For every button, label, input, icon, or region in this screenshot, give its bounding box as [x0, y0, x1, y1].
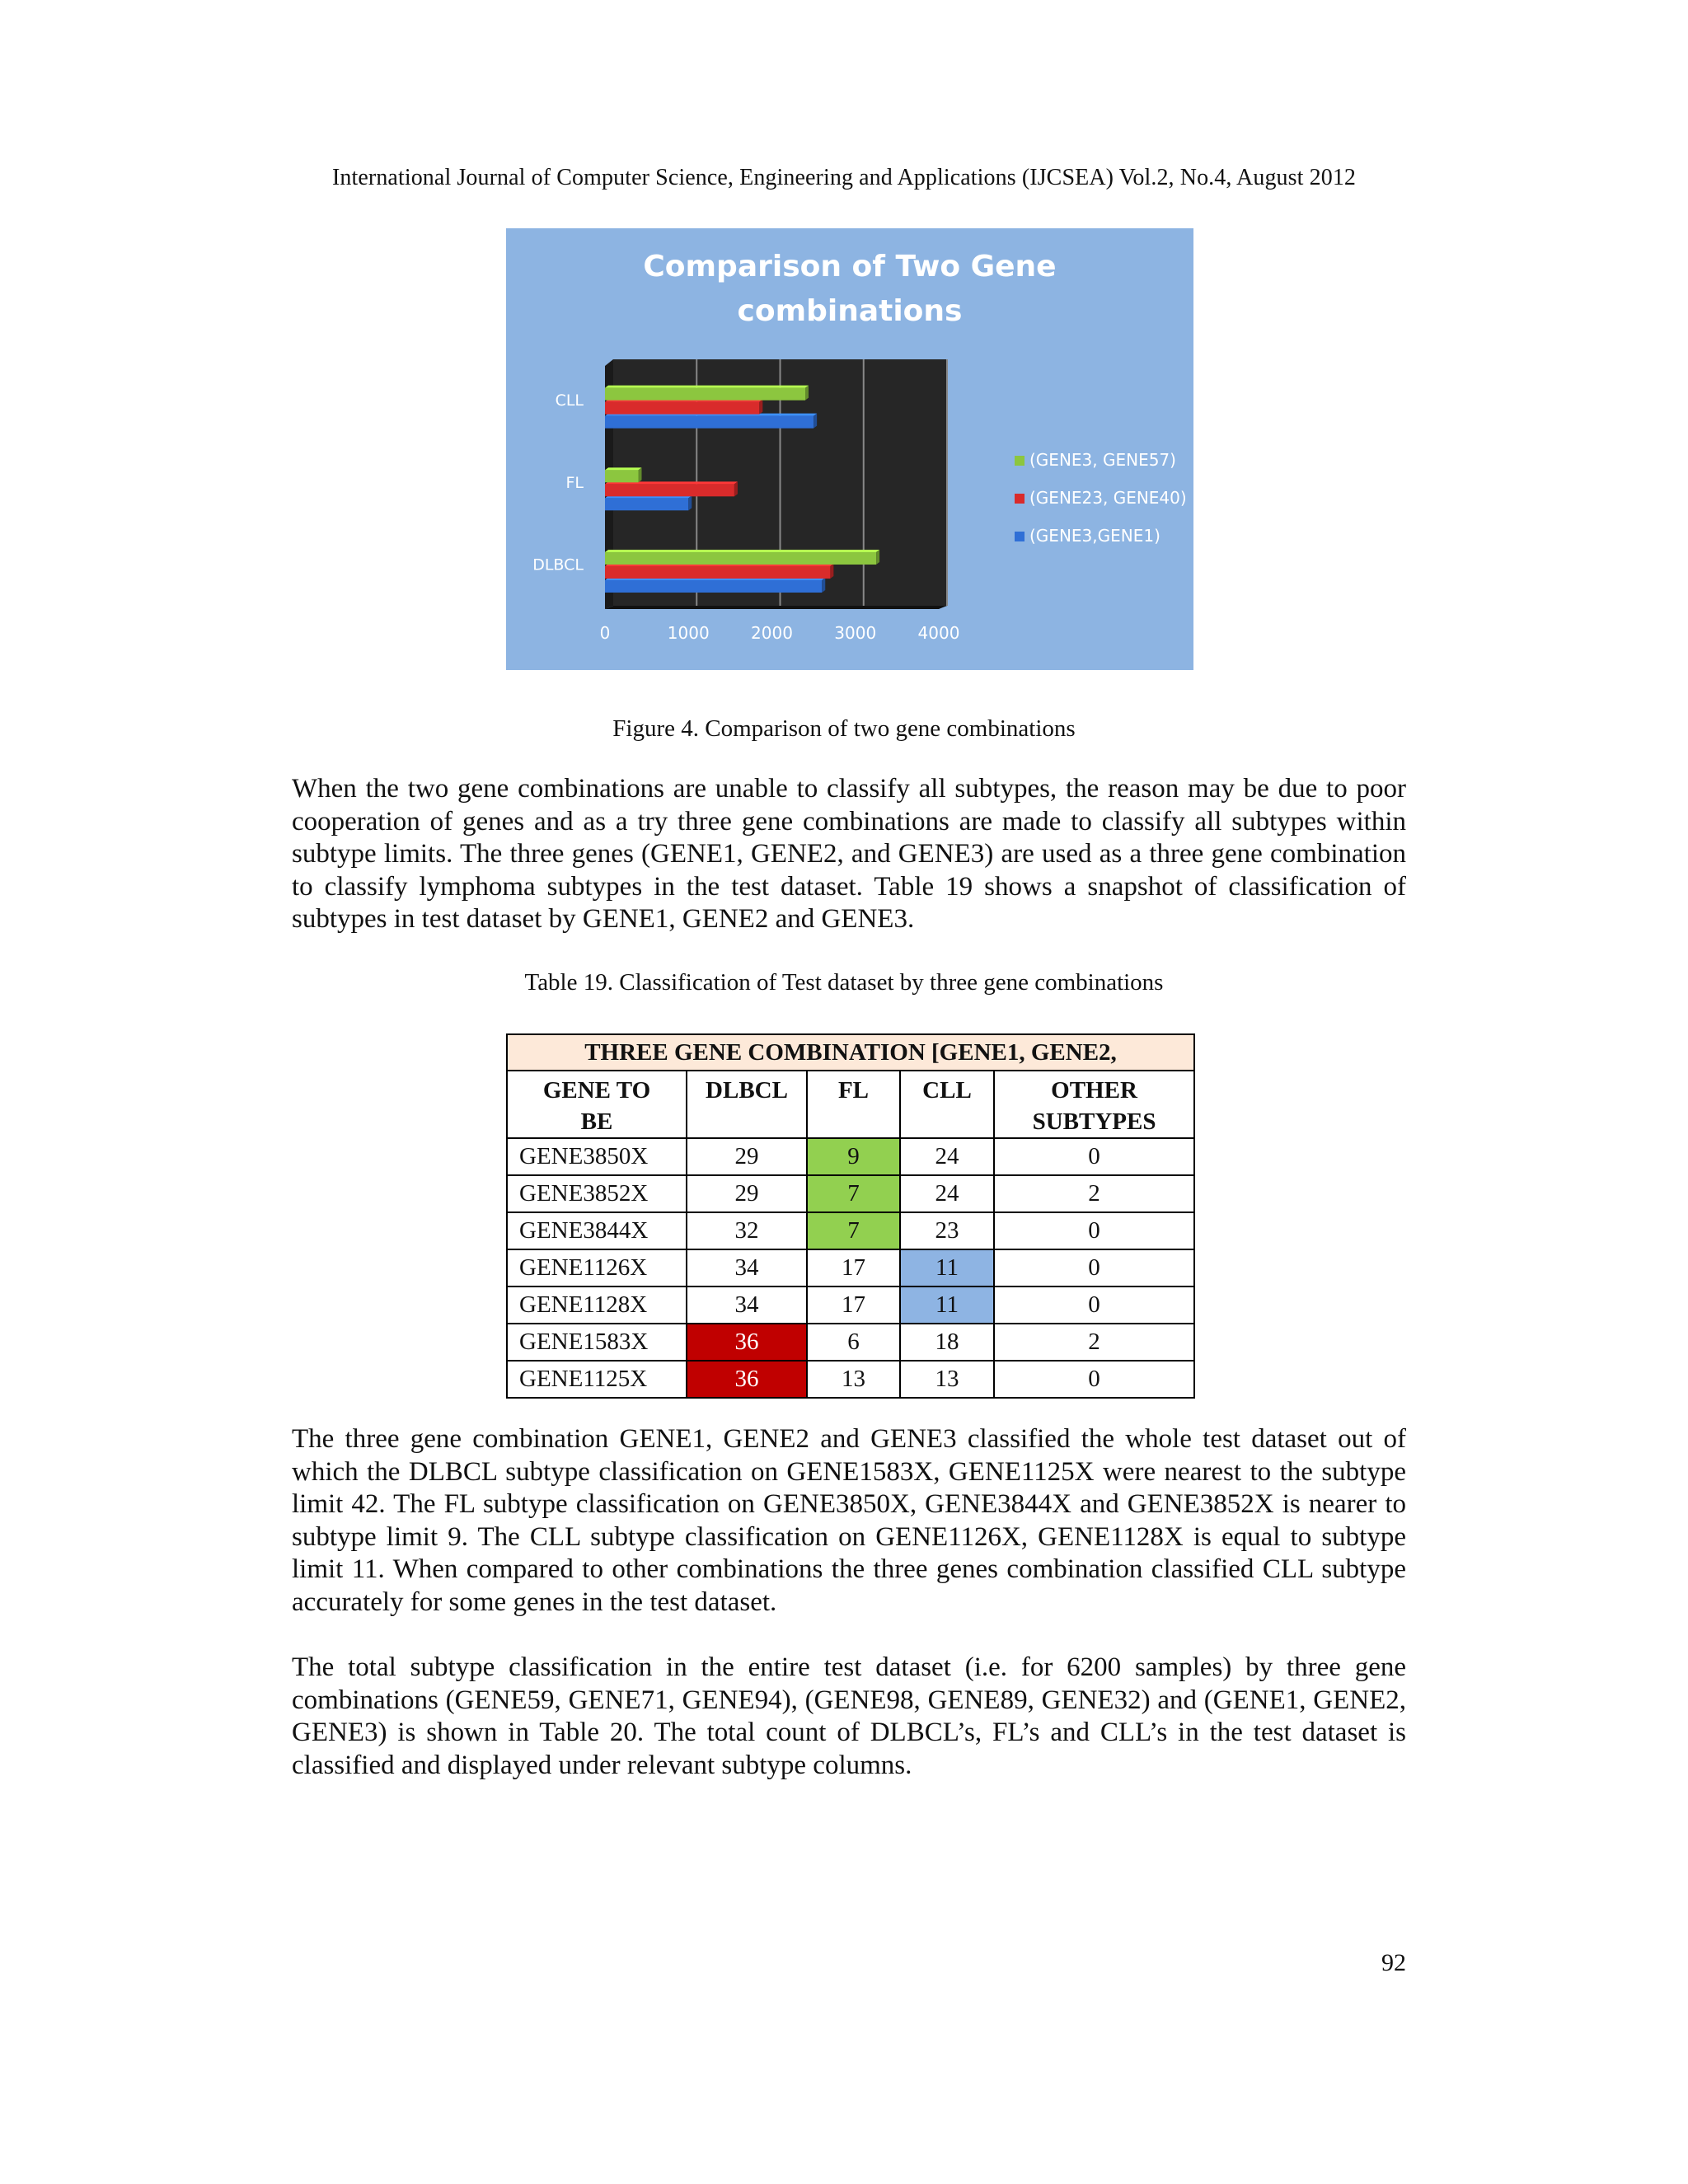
- bar-top: [605, 386, 809, 388]
- category-label: CLL: [555, 391, 584, 410]
- cell-dlbcl: 36: [687, 1361, 807, 1398]
- bar-end: [876, 550, 879, 565]
- cell-dlbcl: 32: [687, 1212, 807, 1249]
- bar: [605, 566, 830, 579]
- x-tick-label: 2000: [751, 623, 793, 643]
- cell-fl: 13: [807, 1361, 900, 1398]
- page-number: 92: [1381, 1949, 1406, 1976]
- header-other-subtypes: OTHER SUBTYPES: [994, 1071, 1194, 1138]
- cell-dlbcl: 34: [687, 1286, 807, 1324]
- chart-title: combinations: [737, 294, 963, 328]
- table-header-row: [507, 1071, 1194, 1138]
- bar-top: [605, 550, 879, 552]
- bar-end: [805, 386, 809, 401]
- bar-end: [639, 467, 642, 482]
- plot-floor: [605, 606, 947, 609]
- cell-cll: 23: [900, 1212, 994, 1249]
- bar-end: [688, 495, 692, 510]
- bar-end: [814, 414, 817, 429]
- table-title: THREE GENE COMBINATION [GENE1, GENE2,: [507, 1034, 1194, 1071]
- paragraph-total: The total subtype classification in the entire test dataset (i.e. for 6200 samples) by three gene combinations (GENE59, GENE71, GENE94), (GENE98, GENE89, GENE32) and (GENE1, GENE2, GENE3) is shown in Table 20. The total count of DLBCL’s, FL’s and CLL’s in the test dataset is classified and displayed under relevant subtype columns.: [292, 1652, 1406, 1780]
- chart-svg: [506, 228, 1193, 670]
- cell-gene: GENE3852X: [507, 1175, 687, 1212]
- header-fl: FL: [807, 1071, 900, 1138]
- table-caption: Table 19. Classification of Test dataset by three gene combinations: [524, 969, 1164, 996]
- classification-table: [506, 1033, 1195, 1399]
- cell-gene: GENE1125X: [507, 1361, 687, 1398]
- table-row: [507, 1175, 1194, 1212]
- header-dlbcl: DLBCL: [687, 1071, 807, 1138]
- paragraph-intro: When the two gene combinations are unable to classify all subtypes, the reason may be due to poor cooperation of genes and as a try three gene combinations are made to classify all subtypes within subtype limits. The three genes (GENE1, GENE2, and GENE3) are used as a three gene combination to classify lymphoma subtypes in the test dataset. Table 19 shows a snapshot of classification of subtypes in test dataset by GENE1, GENE2 and GENE3.: [292, 774, 1406, 934]
- cell-other: 0: [994, 1361, 1194, 1398]
- x-tick-label: 1000: [667, 623, 710, 643]
- cell-cll: 13: [900, 1361, 994, 1398]
- cell-cll: 24: [900, 1138, 994, 1175]
- cell-cll: 11: [900, 1249, 994, 1286]
- bar-end: [734, 481, 738, 496]
- bar-top: [605, 467, 642, 470]
- cell-other: 0: [994, 1286, 1194, 1324]
- cell-fl: 7: [807, 1212, 900, 1249]
- table-row: [507, 1138, 1194, 1175]
- table-row: [507, 1286, 1194, 1324]
- cell-fl: 6: [807, 1324, 900, 1361]
- cell-fl: 9: [807, 1138, 900, 1175]
- legend-label: (GENE3, GENE57): [1029, 450, 1176, 470]
- cell-cll: 11: [900, 1286, 994, 1324]
- cell-cll: 18: [900, 1324, 994, 1361]
- table-row: [507, 1212, 1194, 1249]
- table-row: [507, 1249, 1194, 1286]
- category-label: FL: [565, 473, 584, 492]
- bar: [605, 402, 759, 415]
- cell-other: 2: [994, 1324, 1194, 1361]
- cell-dlbcl: 36: [687, 1324, 807, 1361]
- bar: [605, 484, 734, 496]
- cell-dlbcl: 34: [687, 1249, 807, 1286]
- bar-end: [830, 564, 833, 579]
- header-cll: CLL: [900, 1071, 994, 1138]
- cell-other: 0: [994, 1249, 1194, 1286]
- legend-swatch: [1015, 456, 1025, 466]
- category-label: DLBCL: [532, 555, 584, 574]
- x-tick-label: 3000: [834, 623, 877, 643]
- table-row: [507, 1361, 1194, 1398]
- cell-gene: GENE3850X: [507, 1138, 687, 1175]
- cell-other: 2: [994, 1175, 1194, 1212]
- paragraph-results: The three gene combination GENE1, GENE2 and GENE3 classified the whole test dataset out of which the DLBCL subtype classification on GENE1583X, GENE1125X were nearest to the subtype limit 42. The FL subtype classification on GENE3850X, GENE3844X and GENE3852X is nearer to subtype limit 9. The CLL subtype classification on GENE1126X, GENE1128X is equal to subtype limit 11. When compared to other combinations the three genes combination classified CLL subtype accurately for some genes in the test dataset.: [292, 1424, 1406, 1617]
- cell-dlbcl: 29: [687, 1175, 807, 1212]
- cell-cll: 24: [900, 1175, 994, 1212]
- x-tick-label: 4000: [917, 623, 960, 643]
- header-gene: GENE TO BE: [507, 1071, 687, 1138]
- bar: [605, 416, 814, 429]
- bar: [605, 580, 822, 593]
- figure-caption: Figure 4. Comparison of two gene combinations: [612, 715, 1076, 742]
- chart-title: Comparison of Two Gene: [643, 250, 1057, 284]
- bar: [605, 552, 876, 565]
- bar: [605, 388, 805, 401]
- bar: [605, 470, 639, 482]
- cell-gene: GENE1128X: [507, 1286, 687, 1324]
- cell-fl: 17: [807, 1249, 900, 1286]
- cell-dlbcl: 29: [687, 1138, 807, 1175]
- bar: [605, 498, 688, 510]
- cell-fl: 17: [807, 1286, 900, 1324]
- legend-label: (GENE23, GENE40): [1029, 488, 1187, 508]
- legend-label: (GENE3,GENE1): [1029, 526, 1160, 546]
- cell-gene: GENE1126X: [507, 1249, 687, 1286]
- cell-other: 0: [994, 1138, 1194, 1175]
- cell-gene: GENE3844X: [507, 1212, 687, 1249]
- bar-end: [759, 400, 762, 415]
- table-row: [507, 1324, 1194, 1361]
- legend-swatch: [1015, 532, 1025, 541]
- journal-header: International Journal of Computer Science, Engineering and Applications (IJCSEA) Vol.2, No.4, August 2012: [331, 165, 1357, 190]
- legend-swatch: [1015, 494, 1025, 504]
- cell-fl: 7: [807, 1175, 900, 1212]
- bar-end: [822, 578, 825, 593]
- gene-comparison-chart: [506, 228, 1193, 670]
- x-tick-label: 0: [599, 623, 611, 643]
- cell-gene: GENE1583X: [507, 1324, 687, 1361]
- cell-other: 0: [994, 1212, 1194, 1249]
